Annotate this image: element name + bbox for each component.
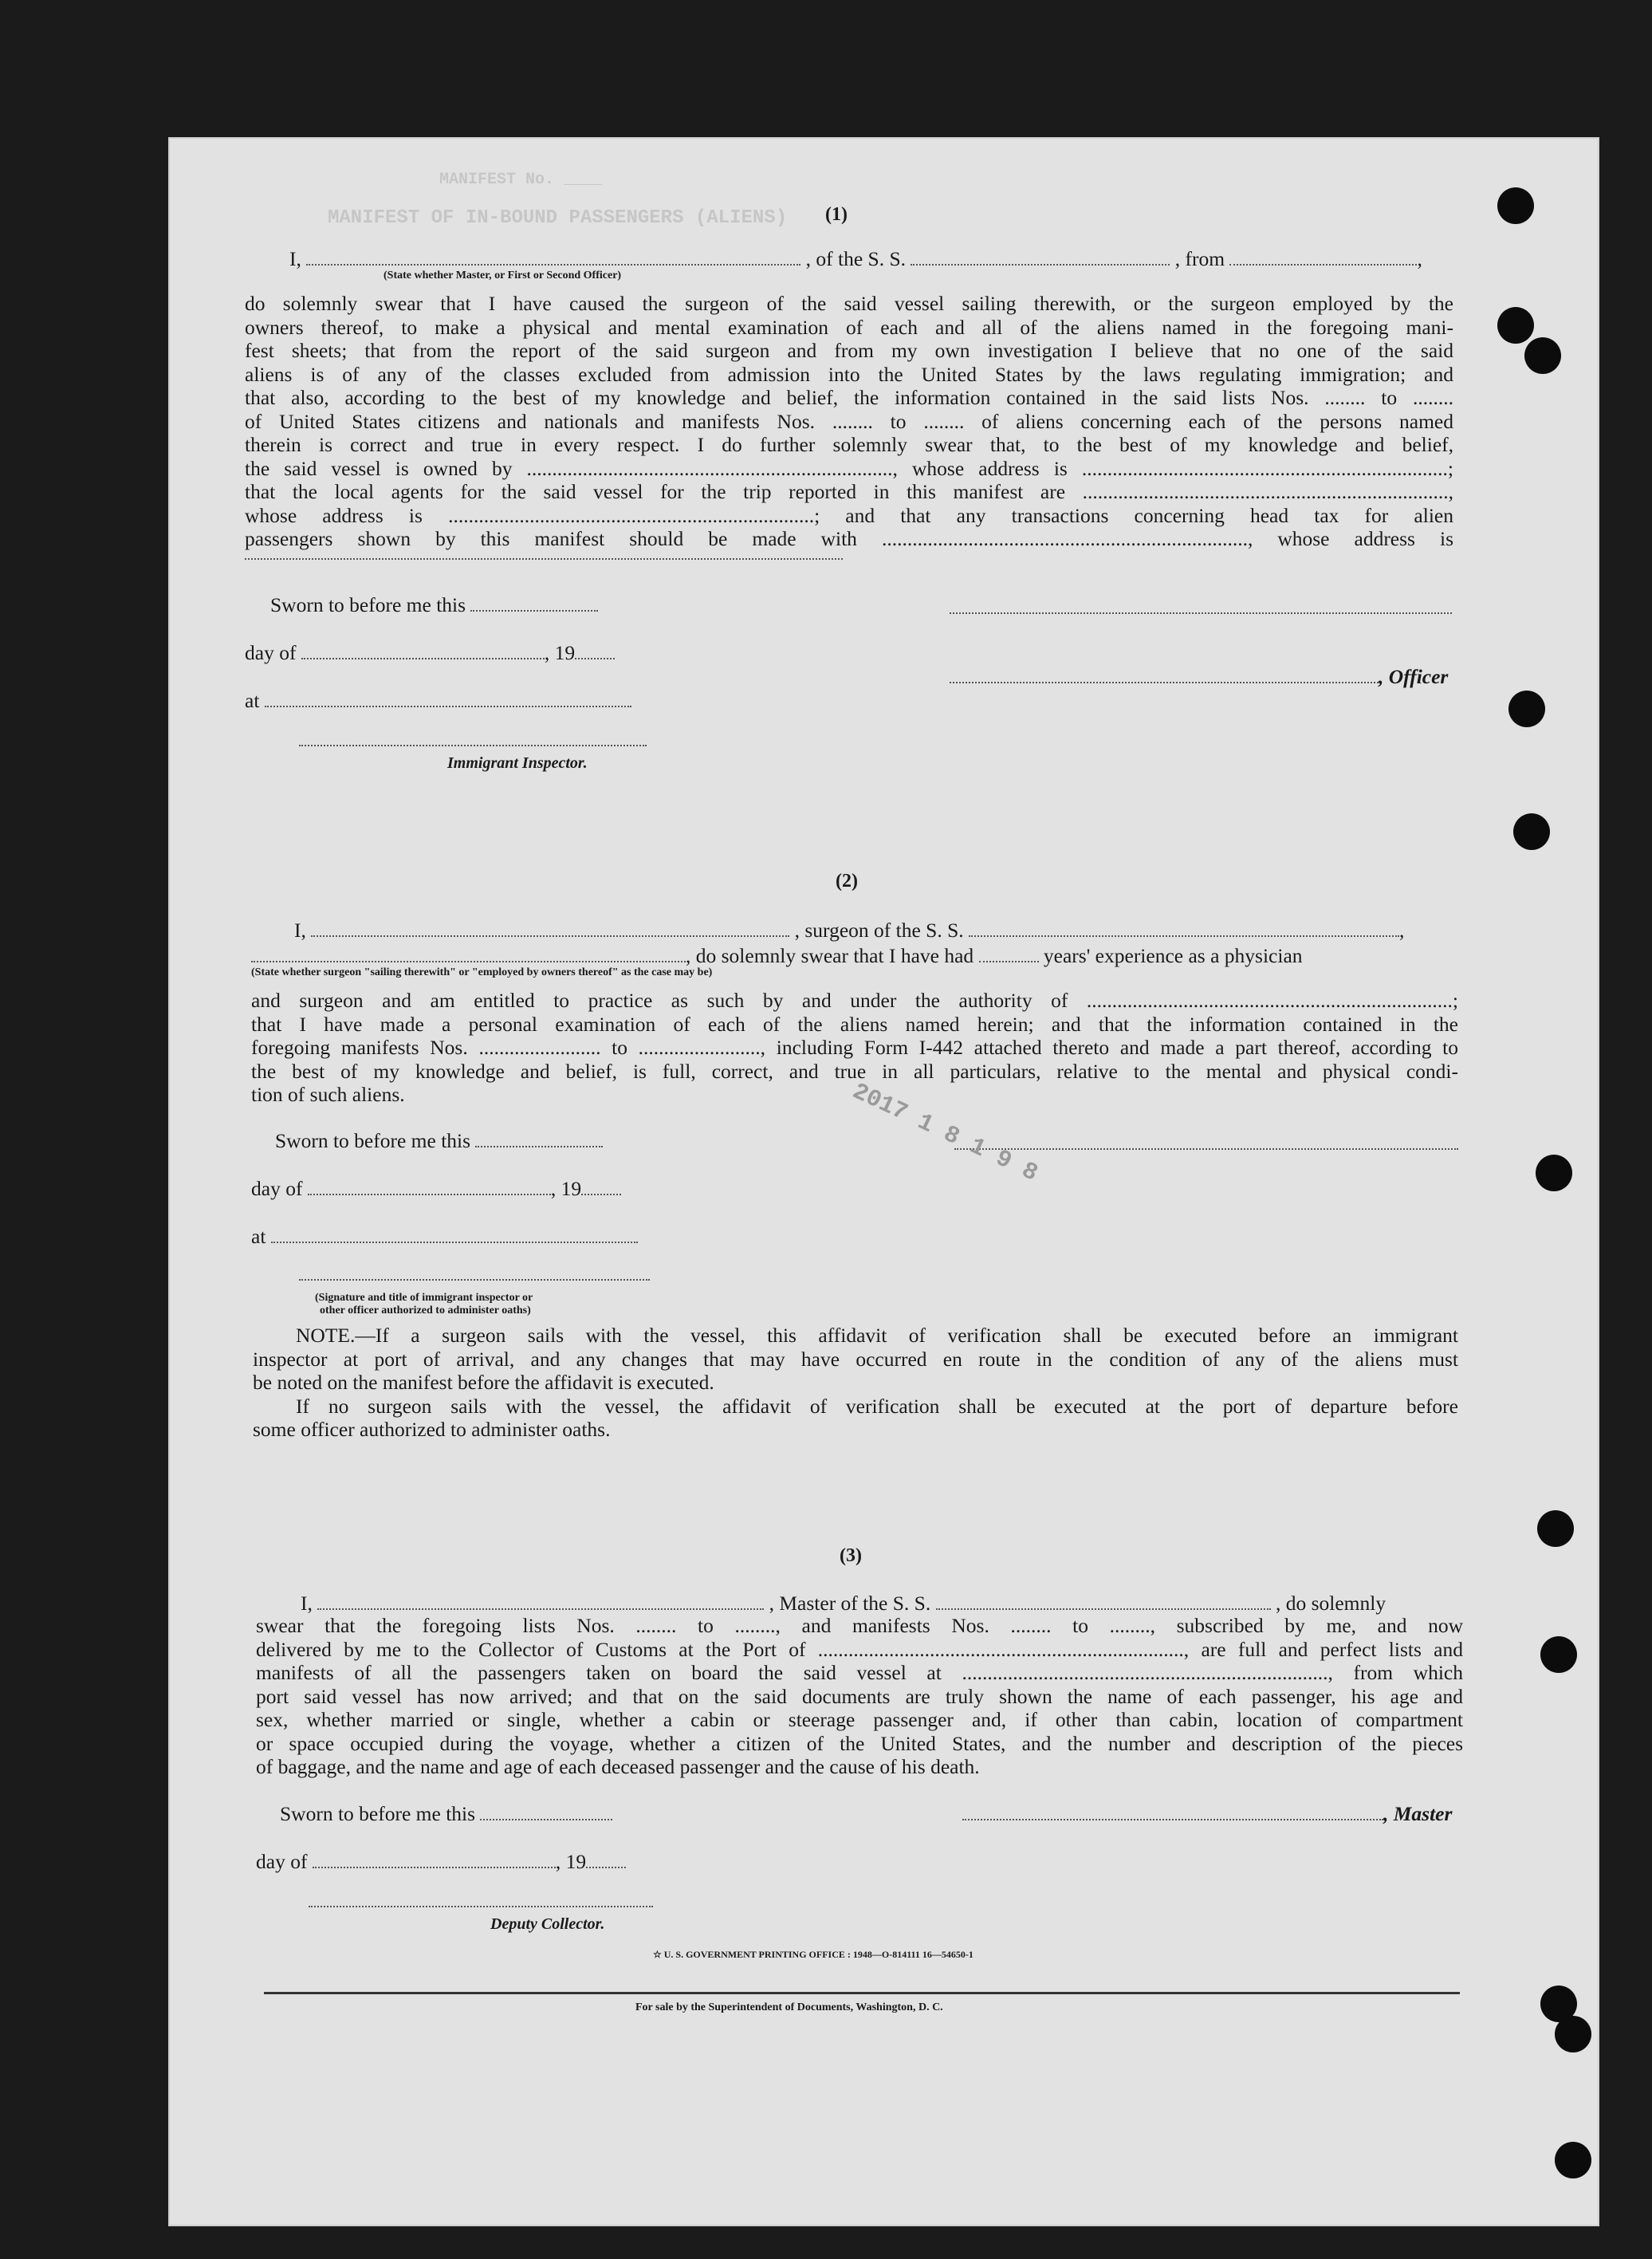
officer-signature-line-2: , Officer <box>950 665 1448 689</box>
section-2-surgeon-line: I, , surgeon of the S. S. , <box>294 919 1405 942</box>
officer-caption: (State whether Master, or First or Second Officer) <box>384 270 622 281</box>
punch-hole <box>1555 2016 1591 2052</box>
signature-caption-1: (Signature and title of immigrant inspector or <box>315 1292 533 1304</box>
section-2-number: (2) <box>836 871 858 891</box>
surgeon-note: NOTE.—If a surgeon sails with the vessel, this affidavit of verification shall be executed before an immigrant inspector at port of arrival, and any changes that may have occurred en route in the condition of any of the aliens must be noted on the manifest before the affidavit is executed. If no surgeon sails with the vessel, the affidavit of verification shall be executed at the port of departure before some officer authorized to administer oaths. <box>253 1324 1458 1441</box>
punch-hole <box>1536 1155 1572 1191</box>
surgeon-witness-signature-line <box>299 1279 650 1281</box>
master-signature-line: , Master <box>962 1802 1452 1826</box>
punch-hole <box>1524 337 1561 374</box>
printing-office-line: ☆ U. S. GOVERNMENT PRINTING OFFICE : 1948—O-814111 16—54650-1 <box>653 1949 974 1960</box>
collector-signature-line <box>309 1906 653 1907</box>
surgeon-caption: (State whether surgeon "sailing therewith" or "employed by owners thereof" as the case may be) <box>251 966 713 978</box>
faint-manifest-number: MANIFEST No. ____ <box>439 171 603 189</box>
section-2-at: at <box>251 1225 638 1249</box>
faint-manifest-title: MANIFEST OF IN-BOUND PASSENGERS (ALIENS) <box>328 207 788 229</box>
officer-signature-line-1 <box>950 612 1452 614</box>
section-1-at: at <box>245 689 631 713</box>
date-stamp: 2017 1 8 1 9 8 <box>848 1078 1042 1188</box>
punch-hole <box>1540 1636 1577 1673</box>
signature-caption-2: other officer authorized to administer oaths) <box>320 1305 531 1316</box>
punch-hole <box>1497 307 1534 344</box>
sale-line: For sale by the Superintendent of Documents, Washington, D. C. <box>635 2001 943 2013</box>
section-3-number: (3) <box>840 1545 862 1566</box>
address-continuation-line <box>245 558 843 560</box>
inspector-title: Immigrant Inspector. <box>447 754 588 772</box>
surgeon-signature-line <box>954 1148 1458 1150</box>
section-2-paragraph: and surgeon and am entitled to practice as such by and under the authority of ........................................................................; that I have made a personal examination of each of the aliens named herein; and that the information contained in the foregoing manifests Nos. ........................ to ........................, including Form I-442 attached thereto and made a part thereof, according to the best of my knowledge and belief, is full, correct, and true in all particulars, relative to the mental and physical condi- tion of such aliens. <box>251 989 1458 1106</box>
footer-rule <box>264 1992 1460 1994</box>
punch-hole <box>1497 187 1534 224</box>
section-3-sworn: Sworn to before me this <box>280 1802 612 1826</box>
punch-hole <box>1537 1510 1574 1547</box>
section-2-years-line: , do solemnly swear that I have had years' experience as a physician <box>251 944 1303 968</box>
section-1-paragraph: do solemnly swear that I have caused the surgeon of the said vessel sailing therewith, or the surgeon employed by the owners thereof, to make a physical and mental examination of each and all of the aliens named in the foregoing mani- fest sheets; that from the report of the said surgeon and from my own investigation I believe that no one of the said aliens is of any of the classes excluded from admission into the United States by the laws regulating immigration; and that also, according to the best of my knowledge and belief, the information contained in the said lists Nos. ........ to ........ of United States citizens and nationals and manifests Nos. ........ to ........ of aliens concerning each of the persons named therein is correct and true in every respect. I do further solemnly swear that, to the best of my knowledge and belief, the said vessel is owned by ........................................................................, whose address is ........................................................................; that the local agents for the said vessel for the trip reported in this manifest are ........................................................................, whose address is ........................................................................; and that any transactions concerning head tax for alien passengers shown by this manifest should be made with ........................................................................, whose address is <box>245 292 1453 550</box>
section-3-master-line: I, , Master of the S. S. , do solemnly <box>301 1592 1386 1615</box>
punch-hole <box>1508 691 1545 727</box>
section-3-day-of: day of , 19 <box>256 1850 626 1874</box>
section-1-number: (1) <box>825 204 848 225</box>
section-2-sworn: Sworn to before me this <box>275 1129 603 1153</box>
section-2-day-of: day of , 19 <box>251 1177 621 1201</box>
deputy-collector-title: Deputy Collector. <box>490 1915 605 1933</box>
section-3-paragraph: swear that the foregoing lists Nos. ........ to ........, and manifests Nos. ........ to ........, subscribed by me, and now delivered by me to the Collector of Customs at the Port of ........................................................................, are full and perfect lists and manifests of all the passengers taken on board the said vessel at ........................................................................, from which port said vessel has now arrived; and that on the said documents are truly shown the name of each passenger, his age and sex, whether married or single, whether a cabin or steerage passenger and, if other than cabin, location of compartment or space occupied during the voyage, whether a citizen of the United States, and the number and description of the pieces of baggage, and the name and age of each deceased passenger and the cause of his death. <box>256 1614 1463 1778</box>
form-page <box>168 137 1599 2226</box>
section-1-officer-line: I, , of the S. S. , from , <box>289 247 1422 270</box>
section-1-sworn: Sworn to before me this <box>270 593 598 617</box>
section-1-day-of: day of , 19 <box>245 641 615 665</box>
inspector-signature-line <box>299 745 647 746</box>
punch-hole <box>1513 813 1550 850</box>
punch-hole <box>1555 2142 1591 2178</box>
